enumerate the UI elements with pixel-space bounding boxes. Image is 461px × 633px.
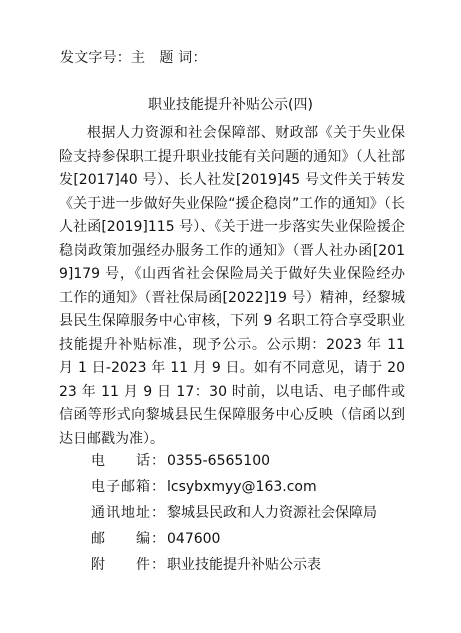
contact-email-label: 电子邮箱： xyxy=(91,479,165,495)
contact-attachment-label: 附 件： xyxy=(91,557,165,573)
contact-address-label: 通讯地址： xyxy=(91,505,165,521)
contact-address xyxy=(91,503,421,523)
document-header-line: 发文字号：主 题 词： xyxy=(60,50,207,66)
contact-attachment xyxy=(91,555,421,575)
contact-email xyxy=(91,477,421,497)
contact-postcode xyxy=(91,529,421,549)
contact-phone xyxy=(91,451,421,471)
contact-phone-label: 电 话： xyxy=(91,453,165,469)
contact-phone-value: 0355-6565100 xyxy=(167,453,271,469)
contact-email-value: lcsybxmyy@163.com xyxy=(167,479,317,495)
contact-address-value: 黎城县民政和人力资源社会保障局 xyxy=(167,505,377,521)
announcement-body: 根据人力资源和社会保障部、财政部《关于失业保险支持参保职工提升职业技能有关问题的通知》（人社部发[2017]40 号）、长人社发[2019]45 号文件关于转发《关于进一步做好失业保险“援企稳岗”工作的通知》（长人社函[2019]115 号）、《关于进一步落实失业保险援企稳岗政策加强经办服务工作的通知》（晋人社办函[2019]179 号，《山西省社会保险局关于做好失业保险经办工作的通知》（晋社保局函[2022]19 号）精神，经黎城县民生保障服务中心审核，下列 9 名职工符合享受职业技能提升补贴标准，现予公示。公示期：2023 年 11 月 1 日-2023 年 11 月 9 日。如有不同意见，请于 2023 年 11 月 9 日 17：30 时前，以电话、电子邮件或信函等形式向黎城县民生保障服务中心反映（信函以到达日邮戳为准）。 xyxy=(59,125,405,447)
contact-postcode-label: 邮 编： xyxy=(91,531,165,547)
document-title: 职业技能提升补贴公示(四) xyxy=(148,97,313,113)
contact-attachment-value: 职业技能提升补贴公示表 xyxy=(167,557,321,573)
contact-postcode-value: 047600 xyxy=(167,531,221,547)
